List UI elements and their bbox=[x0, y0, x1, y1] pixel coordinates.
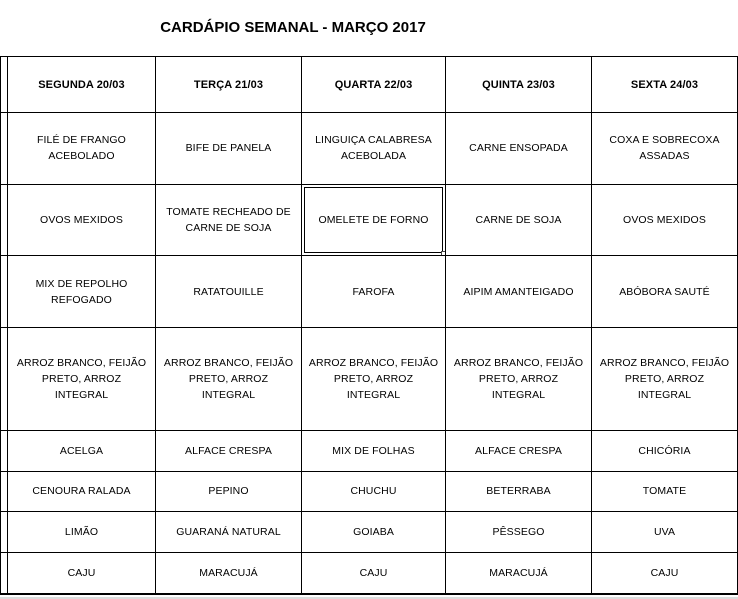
menu-cell[interactable]: MIX DE FOLHAS bbox=[302, 430, 446, 471]
menu-cell[interactable]: CAJU bbox=[592, 552, 738, 594]
menu-cell[interactable]: ARROZ BRANCO, FEIJÃO PRETO, ARROZ INTEGRAL bbox=[592, 328, 738, 431]
menu-cell[interactable]: ARROZ BRANCO, FEIJÃO PRETO, ARROZ INTEGRAL bbox=[302, 328, 446, 431]
table-row bbox=[1, 512, 738, 553]
menu-cell[interactable]: COXA E SOBRECOXA ASSADAS bbox=[592, 113, 738, 185]
menu-cell[interactable]: UVA bbox=[592, 512, 738, 553]
menu-cell[interactable]: GOIABA bbox=[302, 512, 446, 553]
menu-cell[interactable]: CARNE ENSOPADA bbox=[446, 113, 592, 185]
menu-cell[interactable]: RATATOUILLE bbox=[156, 256, 302, 328]
column-header-quinta[interactable]: QUINTA 23/03 bbox=[446, 57, 592, 113]
menu-cell[interactable]: MIX DE REPOLHO REFOGADO bbox=[8, 256, 156, 328]
menu-cell[interactable]: ARROZ BRANCO, FEIJÃO PRETO, ARROZ INTEGRAL bbox=[446, 328, 592, 431]
menu-cell[interactable]: OVOS MEXIDOS bbox=[592, 184, 738, 256]
menu-cell[interactable]: ALFACE CRESPA bbox=[156, 430, 302, 471]
menu-cell[interactable]: OVOS MEXIDOS bbox=[8, 184, 156, 256]
menu-cell[interactable]: PÊSSEGO bbox=[446, 512, 592, 553]
menu-cell[interactable]: CAJU bbox=[8, 552, 156, 594]
menu-cell[interactable]: CHICÓRIA bbox=[592, 430, 738, 471]
menu-cell[interactable]: FAROFA bbox=[302, 256, 446, 328]
row-edge-cell bbox=[1, 328, 8, 431]
menu-cell[interactable]: CENOURA RALADA bbox=[8, 471, 156, 512]
menu-cell[interactable]: ACELGA bbox=[8, 430, 156, 471]
menu-cell[interactable]: CAJU bbox=[302, 552, 446, 594]
table-row bbox=[1, 184, 738, 256]
menu-cell[interactable]: GUARANÁ NATURAL bbox=[156, 512, 302, 553]
table-row bbox=[1, 471, 738, 512]
menu-cell[interactable]: ARROZ BRANCO, FEIJÃO PRETO, ARROZ INTEGRAL bbox=[8, 328, 156, 431]
menu-cell[interactable]: ALFACE CRESPA bbox=[446, 430, 592, 471]
selected-menu-cell[interactable] bbox=[302, 184, 446, 256]
menu-title: CARDÁPIO SEMANAL - MARÇO 2017 bbox=[160, 19, 426, 36]
column-header-sexta[interactable]: SEXTA 24/03 bbox=[592, 57, 738, 113]
menu-cell[interactable]: LIMÃO bbox=[8, 512, 156, 553]
row-edge-cell bbox=[1, 57, 8, 113]
selection-handle[interactable] bbox=[442, 252, 446, 256]
menu-cell[interactable]: TOMATE RECHEADO DE CARNE DE SOJA bbox=[156, 184, 302, 256]
column-header-segunda[interactable]: SEGUNDA 20/03 bbox=[8, 57, 156, 113]
table-row bbox=[1, 113, 738, 185]
menu-cell[interactable]: BIFE DE PANELA bbox=[156, 113, 302, 185]
menu-cell[interactable]: LINGUIÇA CALABRESA ACEBOLADA bbox=[302, 113, 446, 185]
column-header-terca[interactable]: TERÇA 21/03 bbox=[156, 57, 302, 113]
row-edge-cell bbox=[1, 430, 8, 471]
menu-cell[interactable]: AIPIM AMANTEIGADO bbox=[446, 256, 592, 328]
menu-cell[interactable]: CHUCHU bbox=[302, 471, 446, 512]
row-edge-cell bbox=[1, 552, 8, 594]
row-edge-cell bbox=[1, 512, 8, 553]
menu-cell[interactable]: ARROZ BRANCO, FEIJÃO PRETO, ARROZ INTEGRAL bbox=[156, 328, 302, 431]
column-header-quarta[interactable]: QUARTA 22/03 bbox=[302, 57, 446, 113]
table-row bbox=[1, 430, 738, 471]
row-edge-cell bbox=[1, 184, 8, 256]
menu-cell[interactable]: TOMATE bbox=[592, 471, 738, 512]
cell-text: OMELETE DE FORNO bbox=[318, 213, 429, 226]
menu-cell[interactable]: ABÓBORA SAUTÉ bbox=[592, 256, 738, 328]
menu-cell[interactable]: CARNE DE SOJA bbox=[446, 184, 592, 256]
row-edge-cell bbox=[1, 113, 8, 185]
menu-cell[interactable]: BETERRABA bbox=[446, 471, 592, 512]
table-row bbox=[1, 328, 738, 431]
row-edge-cell bbox=[1, 256, 8, 328]
table-row bbox=[1, 256, 738, 328]
menu-cell[interactable]: MARACUJÁ bbox=[156, 552, 302, 594]
header-row bbox=[1, 57, 738, 113]
menu-cell[interactable]: MARACUJÁ bbox=[446, 552, 592, 594]
menu-cell[interactable]: FILÉ DE FRANGO ACEBOLADO bbox=[8, 113, 156, 185]
menu-cell[interactable]: PEPINO bbox=[156, 471, 302, 512]
row-edge-cell bbox=[1, 471, 8, 512]
table-row bbox=[1, 552, 738, 594]
menu-table bbox=[0, 56, 738, 595]
title-area bbox=[0, 0, 586, 36]
